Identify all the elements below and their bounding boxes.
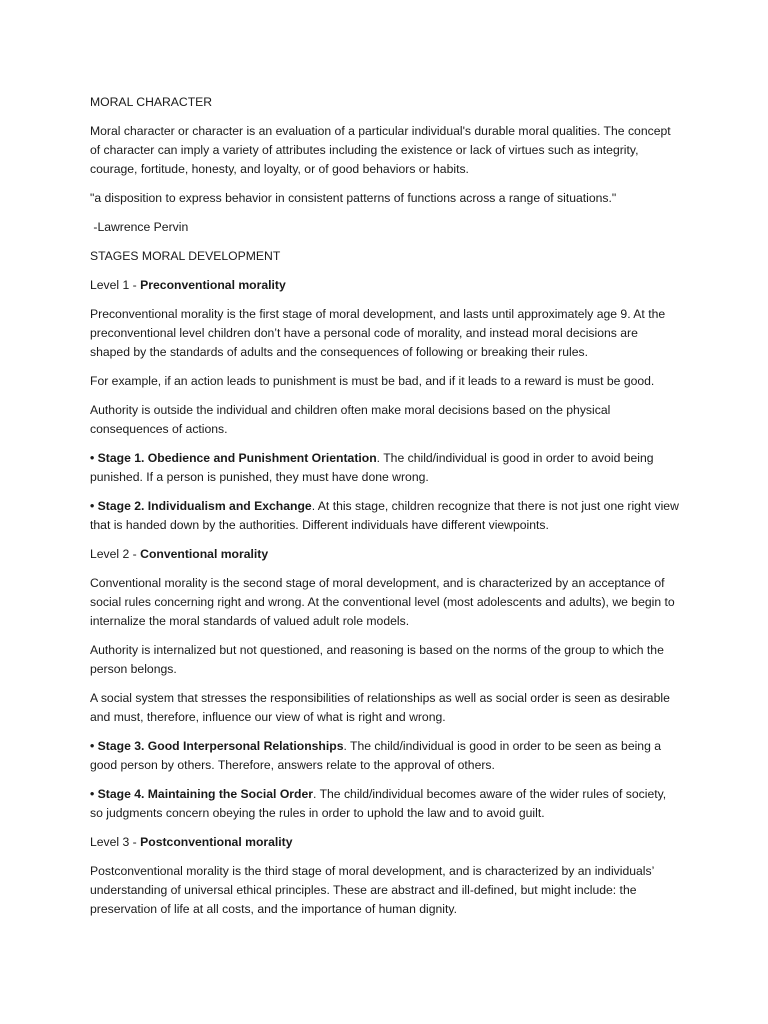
stage-2-text: . At this stage, children recognize that there is not just one right view that is handed down by the authorities. Different individuals have different viewpoints. [90,499,679,532]
stage-4-text: . The child/individual becomes aware of the wider rules of society, so judgments concern obeying the rules in order to uphold the law and to avoid guilt. [90,787,667,820]
level-1-prefix: Level 1 - [90,278,141,292]
stage-1-label: • Stage 1. Obedience and Punishment Orientation [90,451,377,465]
level-1-paragraph: Authority is outside the individual and children often make moral decisions based on the physical consequences of actions. [90,403,611,436]
level-2-heading [90,545,680,564]
level-1-heading [90,276,680,295]
section-heading: STAGES MORAL DEVELOPMENT [90,249,281,263]
level-1-paragraph: Preconventional morality is the first stage of moral development, and lasts until approximately age 9. At the preconventional level children don’t have a personal code of morality, and instead moral decisions are shaped by the standards of adults and the consequences of following or breaking their rules. [90,307,666,359]
level-2-title: Conventional morality [140,547,269,561]
level-2-paragraph: Authority is internalized but not questioned, and reasoning is based on the norms of the group to which the person belongs. [90,643,664,676]
level-1-title: Preconventional morality [140,278,286,292]
stage-1-text: . The child/individual is good in order to avoid being punished. If a person is punished, they must have done wrong. [90,451,654,484]
stage-4-item [90,785,680,823]
level-2-paragraph: A social system that stresses the responsibilities of relationships as well as social order is seen as desirable and must, therefore, influence our view of what is right and wrong. [90,691,670,724]
stage-4-label: • Stage 4. Maintaining the Social Order [90,787,314,801]
stage-2-label: • Stage 2. Individualism and Exchange [90,499,312,513]
stage-3-label: • Stage 3. Good Interpersonal Relationships [90,739,344,753]
level-3-title: Postconventional morality [140,835,293,849]
level-2-prefix: Level 2 - [90,547,141,561]
stage-3-item [90,737,680,775]
intro-paragraph: Moral character or character is an evaluation of a particular individual's durable moral qualities. The concept of character can imply a variety of attributes including the existence or lack of virtues such as integrity, courage, fortitude, honesty, and loyalty, or of good behaviors or habits. [90,124,671,176]
level-1-paragraph: For example, if an action leads to punishment is must be bad, and if it leads to a reward is must be good. [90,374,655,388]
level-2-paragraph: Conventional morality is the second stage of moral development, and is characterized by an acceptance of social rules concerning right and wrong. At the conventional level (most adolescents and adults), we begin to internalize the moral standards of valued adult role models. [90,576,675,628]
document-title: MORAL CHARACTER [90,95,213,109]
level-3-heading [90,833,680,852]
stage-3-text: . The child/individual is good in order to be seen as being a good person by others. Therefore, answers relate to the approval of others. [90,739,662,772]
attribution-text: -Lawrence Pervin [93,220,189,234]
document-body [90,93,680,929]
stage-2-item [90,497,680,535]
quote-paragraph: "a disposition to express behavior in consistent patterns of functions across a range of situations." [90,191,617,205]
quote-attribution [90,218,680,237]
stage-1-item [90,449,680,487]
level-3-prefix: Level 3 - [90,835,141,849]
level-3-paragraph: Postconventional morality is the third stage of moral development, and is characterized by an individuals’ understanding of universal ethical principles. These are abstract and ill-defined, but might include: the preservation of life at all costs, and the importance of human dignity. [90,864,654,916]
